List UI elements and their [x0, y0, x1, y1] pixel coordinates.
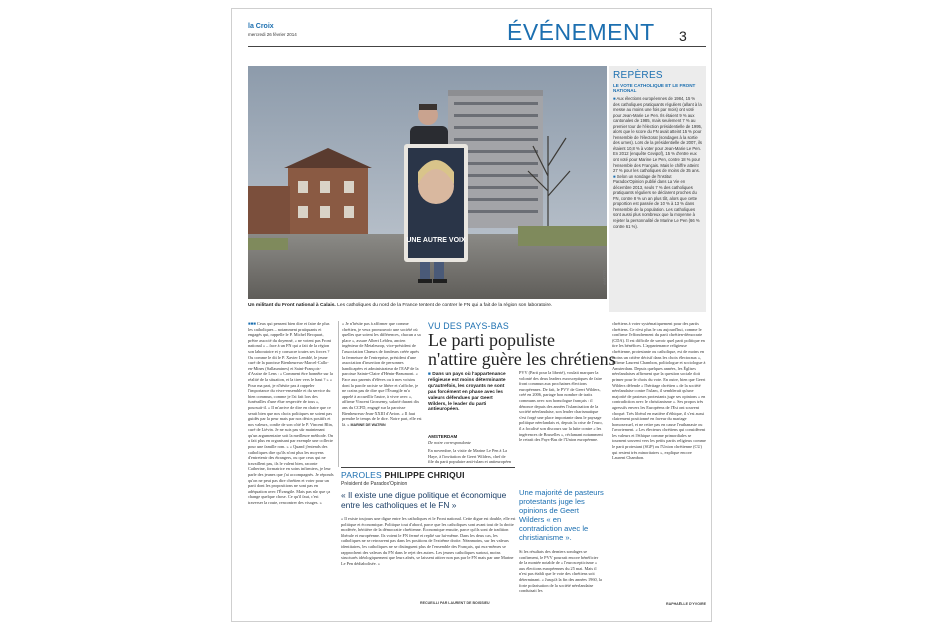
poster-text: UNE AUTRE VOIX	[406, 237, 466, 244]
left-col1-text: Ceux qui pensent bien dire et faire de plus les catholiques – notamment pratiquants et engagés qui, rappelle le P. Michel Becquart, prêtre associé du doyenné, « ne votent pas Front national » – face à un FN qui a fait de la région son laboratoire et y consacre toutes ses forces ? Ou comme le dit le P. Xavier Lemblé, le jeune curé de la paroisse Bienheureux-Marcel-Callo-en-Mines (Sallaumines) et Saint-François-d'Assise de Lens : « Comment être honnête sur la réalité de la situation, et la tirer vers le haut ? » « Pour ma part, je n'hésite pas à rappeler l'importance du vivre-ensemble et du service du bien commun, comme je l'ai fait lors des funérailles d'une élue respectée de tous », poursuit-il. « Il m'arrive de dire en chaire que ce serait bien que nos choix politiques ne soient pas guidés par la peur mais par nos désirs positifs et nos valeurs, confie de son côté le P. Vincent Blin, curé de Liévin. Je ne suis pas sûr maintenant qu'un argumentaire soit la meilleure méthode. On a fait plus en organisant par exemple une collecte pour une famille rom. » « Quand j'entends des catholiques dire qu'ils n'ont plus les moyens d'entretenir des étrangers, ou que ceux qui ne travaillent pas, ils le valent bien, raconte Catherine, formatrice en soins infirmiers, je leur parle des jeunes que j'ai accompagnés. Je réponds qu'on ne peut pas dire chrétien et voter pour un parti dont les propositions ne sont pas en adéquation avec l'Évangile. Mais pas sûr que ça change quelque chose. Ce qu'il faut, c'est traverser la route, rencontrer des visages. »	[248, 321, 334, 505]
calais-street-photo	[248, 66, 607, 299]
right-article-title	[428, 331, 616, 369]
paroles-rule	[341, 467, 515, 468]
reperes-text-2: Selon un sondage de l'Institut Paradox'Opinion publié dans La Vie en décembre 2013, seuls 7 % des catholiques pratiquants réguliers se déclarent proches du FN, contre 8 % un an plus tôt, alors que cette proportion est passée de 10 % à 13 % dans l'ensemble de la population. Les catholiques sont aussi plus nombreux que la moyenne à rejeter la personnalité de Marine Le Pen (66 % contre 61 %).	[613, 173, 700, 229]
paroles-name: PHILIPPE CHRIQUI	[384, 470, 465, 480]
photo-caption	[248, 303, 608, 309]
newspaper-logo: la Croix	[248, 23, 274, 30]
left-article-signature: MARINE DE WATRIN	[350, 422, 386, 427]
right-article-col2a	[519, 370, 603, 480]
header-rule	[248, 46, 706, 47]
paroles-heading	[341, 470, 465, 480]
right-article-col1	[428, 448, 512, 466]
paroles-quote: « Il existe une digue politique et économique entre les catholiques et le FN »	[341, 490, 507, 510]
page-number: 3	[679, 28, 687, 44]
title-line-2: n'attire guère les chrétiens	[428, 349, 616, 369]
column-divider	[338, 321, 339, 467]
right-col1-text: En novembre, la visite de Marine Le Pen à La Haye, à l'invitation de Geert Wilders, chef de file du parti populaire anti-islam et antieuropéen	[428, 448, 512, 465]
bullet-icon: ■	[428, 372, 431, 377]
title-line-1: Le parti populiste	[428, 330, 555, 350]
paroles-kicker: PAROLES	[341, 470, 382, 480]
dateline-sub: De notre correspondante	[428, 440, 471, 445]
paroles-text: « Il existe toujours une digue entre les catholiques et le Front national. Cette digue est double, elle est politique et économique. Politique tout d'abord, parce que les catholiques sont avant tout de la droite modérée, héritière de la démocratie chrétienne. Économique ensuite, parce qu'ils sont de tradition libérale et européenne. Ils voient le FN fermé et replié sur lui-même. Dans les deux cas, les catholiques ne se retrouvent pas dans les positions de l'extrême droite. Néanmoins, sur les valeurs identitaires, les catholiques ne se distinguent plus de l'ensemble des Français, qui eux-mêmes se rapprochent des valeurs du FN dans le rejet des autres. Les jeunes catholiques surtout, moins structurés idéologiquement que leurs aînés, se laissent attirer non pas par le FN mais par une Marine Le Pen dédiabolisée. »	[341, 516, 516, 566]
bullet-icon: ■■■	[248, 321, 256, 326]
section-title: ÉVÉNEMENT	[507, 19, 655, 45]
left-article-col1	[248, 321, 334, 611]
reperes-title: REPÈRES	[613, 70, 663, 81]
paroles-signature: RECUEILLI PAR LAURENT DE BOISSIEU	[420, 601, 490, 605]
right-article-kicker: VU DES PAYS-BAS	[428, 321, 509, 331]
right-article-col2b	[519, 549, 603, 611]
reperes-subtitle: LE VOTE CATHOLIQUE ET LE FRONT NATIONAL	[613, 83, 696, 94]
left-article-col2	[342, 321, 422, 461]
lead-text: Dans un pays où l'appartenance religieuse est moins déterminante qu'autrefois, les croyants ne sont pas forcément en phase avec les valeurs défendues par Geert Wilders, le leader du parti antieuropéen.	[428, 372, 506, 413]
main-photo	[248, 66, 607, 299]
dateline: AMSTERDAM	[428, 434, 458, 439]
reperes-text-1: Aux élections européennes de 1984, 15 % des catholiques pratiquants réguliers (allant à la messe au moins une fois par mois) ont voté pour Jean-Marie Le Pen. Ils étaient 9 % aux cantonales de 1985, mais seulement 7 % au premier tour de l'élection présidentielle de 1995, alors que le score du FN avait atteint 15 % pour l'ensemble de l'électorat (sondages à la sortie des urnes). Lors de la présidentielle de 2007, ils étaient 10,8 % à voter pour Jean-Marie Le Pen. En 2012 (enquête Cevipof), 15 % d'entre eux ont voté pour Marine Le Pen, contre 18 % pour l'ensemble des Français. Mais le chiffre atteint 27 % pour les catholiques de moins de 35 ans.	[613, 96, 703, 174]
pull-quote: Une majorité de pasteurs protestants juge les opinions de Geert Wilders « en contradiction avec le christianisme ».	[519, 488, 604, 542]
right-article-col3	[612, 321, 706, 601]
left-col2-text: « Je n'hésite pas à affirmer que comme chrétien, je veux promouvoir une société où quelles que soient les différences, chacun a sa place », assure Albert Lebleu, ancien ingénieur de Metaleurop, vice-président de l'association Chœurs de fondeurs créée après la fermeture de l'entreprise, président d'une association d'insertion de personnes handicapées et administrateur de l'EAP de la paroisse Sainte-Claire d'Hénin-Beaumont. « Face aux parents d'élèves ou à mes voisins dont la parole raciste se libère et s'affiche, je ne crains pas de dire que l'Évangile m'a appelé à accueillir l'autre, à vivre avec », affirme Vincent Grossemy, salarié durant dix ans du CCFD, engagé sur la paroisse Bienheureux-Jean-XXIII d'Avion. « Il faut prendre le temps de le dire. Notre part, elle est là. »	[342, 321, 422, 427]
paroles-body	[341, 516, 516, 608]
right-article-lead	[428, 372, 512, 413]
caption-text: Les catholiques du nord de la France tentent de contrer le FN qui a fait de la région son laboratoire.	[335, 303, 553, 308]
right-col2a-text: PVV (Parti pour la liberté), voulait marquer la volonté des deux leaders eurosceptiques de faire front commun aux prochaines élections européennes. De fait, le PVV de Geert Wilders, créé en 2006, partage bon nombre de traits communs avec son homologue français : il dénonce depuis des années l'islamisation de la société néerlandaise, son leader charismatique s'est forgé une place importante dans le paysage politique néerlandais et, depuis la crise de l'euro, il a focalisé son discours sur la lutte contre « les ingérences de Bruxelles », réclamant notamment le retrait des Pays-Bas de l'Union européenne.	[519, 370, 603, 443]
right-col2b-text: Si les résultats des derniers sondages se confirment, le PVV pourrait encore bénéficier de la montée notable de « l'euroscepticisme » aux élections européennes du 25 mai. Mais il n'est pas établi que le vote des chrétiens soit déterminant. « Jusqu'à la fin des années 1960, la forte polarisation de la société néerlandaise conduisait les	[519, 549, 602, 594]
issue-date: mercredi 26 février 2014	[248, 32, 297, 37]
bullet-icon: ■	[613, 173, 616, 179]
reperes-box	[609, 66, 706, 312]
right-article-signature: RAPHAËLLE D'YVOIRE	[666, 602, 706, 606]
paroles-role: Président de Paradox'Opinion	[341, 481, 408, 487]
right-col3-text: chrétiens à voter systématiquement pour des partis chrétiens. Ce n'est plus le cas aujourd'hui, comme le confirme l'effondrement du parti chrétien-démocrate (CDA). Il est difficile de savoir quel parti politique en tire les bénéfices. L'appartenance religieuse chrétienne, protestante ou catholique, est de moins en moins un critère décisif dans les choix électoraux », affirme Laurent Chambon, politologue et sociologue à Amsterdam. Depuis quelques années, les Églises néerlandaises affirment que la question sociale doit primer pour le choix du vote. En outre, bien que Geert Wilders défende « l'héritage chrétien » de la société néerlandaise contre l'islam, il semblerait qu'une majorité de pasteurs protestants juge ses opinions « en contradiction avec le christianisme ». Ses propos très agressifs envers les Européens de l'Est ont souvent choqué. Très libéral en matière d'éthique, il s'est aussi clairement positionné en faveur du mariage homosexuel, et ne retire pas en cause l'euthanasie ou l'avortement. « Les électeurs chrétiens qui considèrent les valeurs et l'éthique comme primordiales se tournent souvent vers les petits partis religieux comme le parti protestant (SGP) ou l'Union chrétienne (CU) qui restent très minoritaires », explique encore Laurent Chambon.	[612, 321, 706, 461]
bullet-icon: ■	[613, 96, 616, 101]
caption-bold: Un militant du Front national à Calais.	[248, 303, 336, 308]
reperes-body	[613, 96, 703, 229]
photo-credit: MAXPPP	[602, 270, 606, 285]
